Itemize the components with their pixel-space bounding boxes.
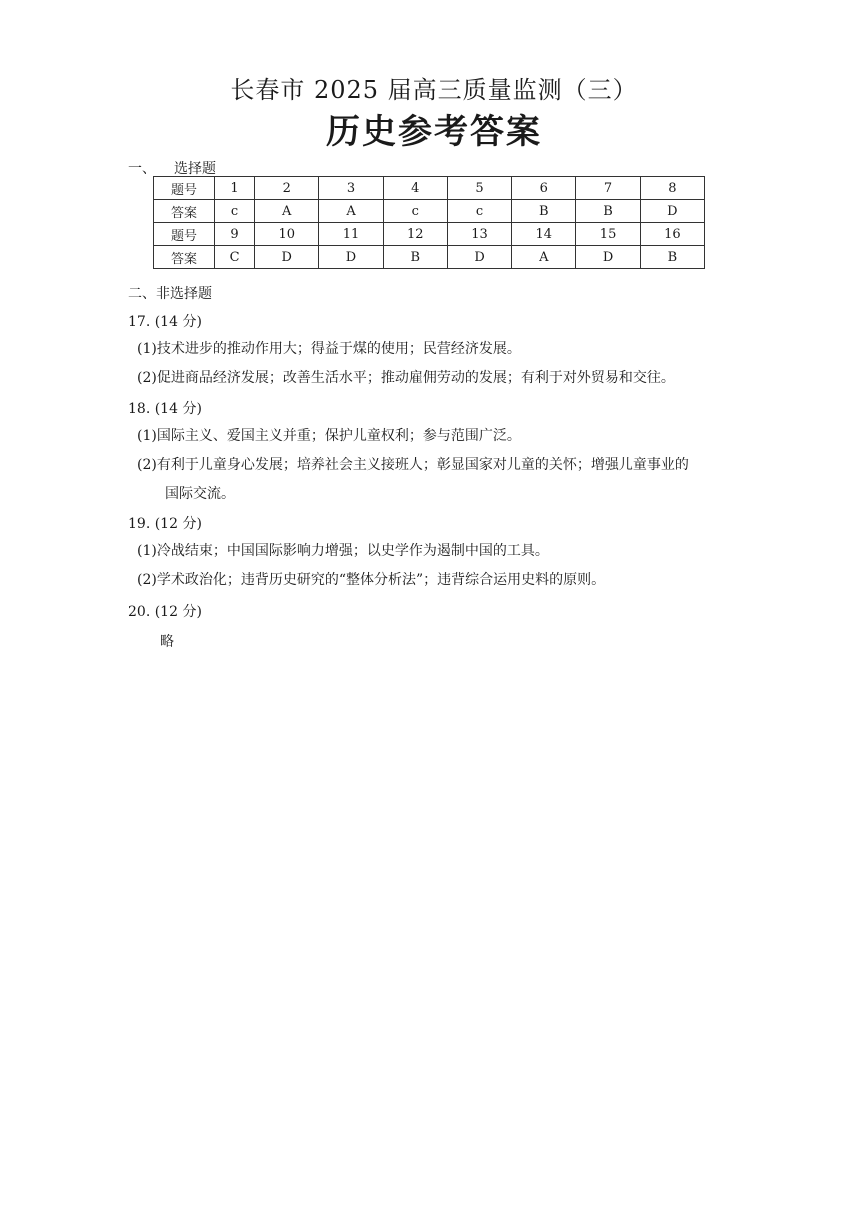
question-17-answer-1: (1)技术进步的推动作用大；得益于煤的使用；民营经济发展。 [137, 341, 521, 357]
section-number: 一、 [128, 161, 156, 177]
table-header-cell: 答案 [154, 246, 215, 269]
table-cell: D [576, 246, 640, 269]
table-cell: 3 [319, 177, 383, 200]
table-cell: D [447, 246, 511, 269]
document-title: 长春市 2025 届高三质量监测（三） [230, 76, 638, 104]
table-cell: 16 [640, 223, 704, 246]
table-row [154, 246, 705, 269]
table-cell: 8 [640, 177, 704, 200]
table-cell: 6 [512, 177, 576, 200]
section-nonchoice-heading: 二、非选择题 [128, 286, 212, 302]
table-cell: D [640, 200, 704, 223]
table-cell: B [640, 246, 704, 269]
table-cell: A [319, 200, 383, 223]
table-cell: c [383, 200, 447, 223]
table-cell: 2 [255, 177, 319, 200]
question-19-title: 19. (12 分) [128, 516, 202, 532]
table-header-cell: 题号 [154, 223, 215, 246]
table-cell: 5 [447, 177, 511, 200]
table-cell: D [255, 246, 319, 269]
table-cell: C [215, 246, 255, 269]
question-20-title: 20. (12 分) [128, 604, 202, 620]
table-cell: 13 [447, 223, 511, 246]
table-cell: D [319, 246, 383, 269]
table-cell: 11 [319, 223, 383, 246]
table-cell: 9 [215, 223, 255, 246]
table-cell: c [215, 200, 255, 223]
table-cell: c [447, 200, 511, 223]
table-row [154, 177, 705, 200]
question-18-answer-1: (1)国际主义、爱国主义并重；保护儿童权利；参与范围广泛。 [137, 428, 521, 444]
table-cell: 4 [383, 177, 447, 200]
section-label: 选择题 [174, 161, 216, 177]
question-17-title: 17. (14 分) [128, 314, 202, 330]
table-cell: B [512, 200, 576, 223]
question-19-answer-1: (1)冷战结束；中国国际影响力增强；以史学作为遏制中国的工具。 [137, 543, 549, 559]
question-20-answer: 略 [160, 634, 174, 650]
table-cell: 7 [576, 177, 640, 200]
table-cell: 15 [576, 223, 640, 246]
table-cell: A [512, 246, 576, 269]
section-choice-heading [128, 158, 216, 178]
answer-table [153, 176, 705, 269]
table-header-cell: 答案 [154, 200, 215, 223]
question-18-title: 18. (14 分) [128, 401, 202, 417]
table-cell: 14 [512, 223, 576, 246]
document-subtitle: 历史参考答案 [326, 112, 542, 152]
table-cell: A [255, 200, 319, 223]
question-18-answer-2-continued: 国际交流。 [165, 486, 235, 502]
question-18-answer-2: (2)有利于儿童身心发展；培养社会主义接班人；彰显国家对儿童的关怀；增强儿童事业的 [137, 457, 689, 473]
table-cell: B [576, 200, 640, 223]
question-19-answer-2: (2)学术政治化；违背历史研究的“整体分析法”；违背综合运用史料的原则。 [137, 572, 606, 588]
table-row [154, 200, 705, 223]
table-cell: B [383, 246, 447, 269]
table-cell: 10 [255, 223, 319, 246]
table-header-cell: 题号 [154, 177, 215, 200]
table-cell: 12 [383, 223, 447, 246]
question-17-answer-2: (2)促进商品经济发展；改善生活水平；推动雇佣劳动的发展；有利于对外贸易和交往。 [137, 370, 675, 386]
table-row [154, 223, 705, 246]
table-cell: 1 [215, 177, 255, 200]
